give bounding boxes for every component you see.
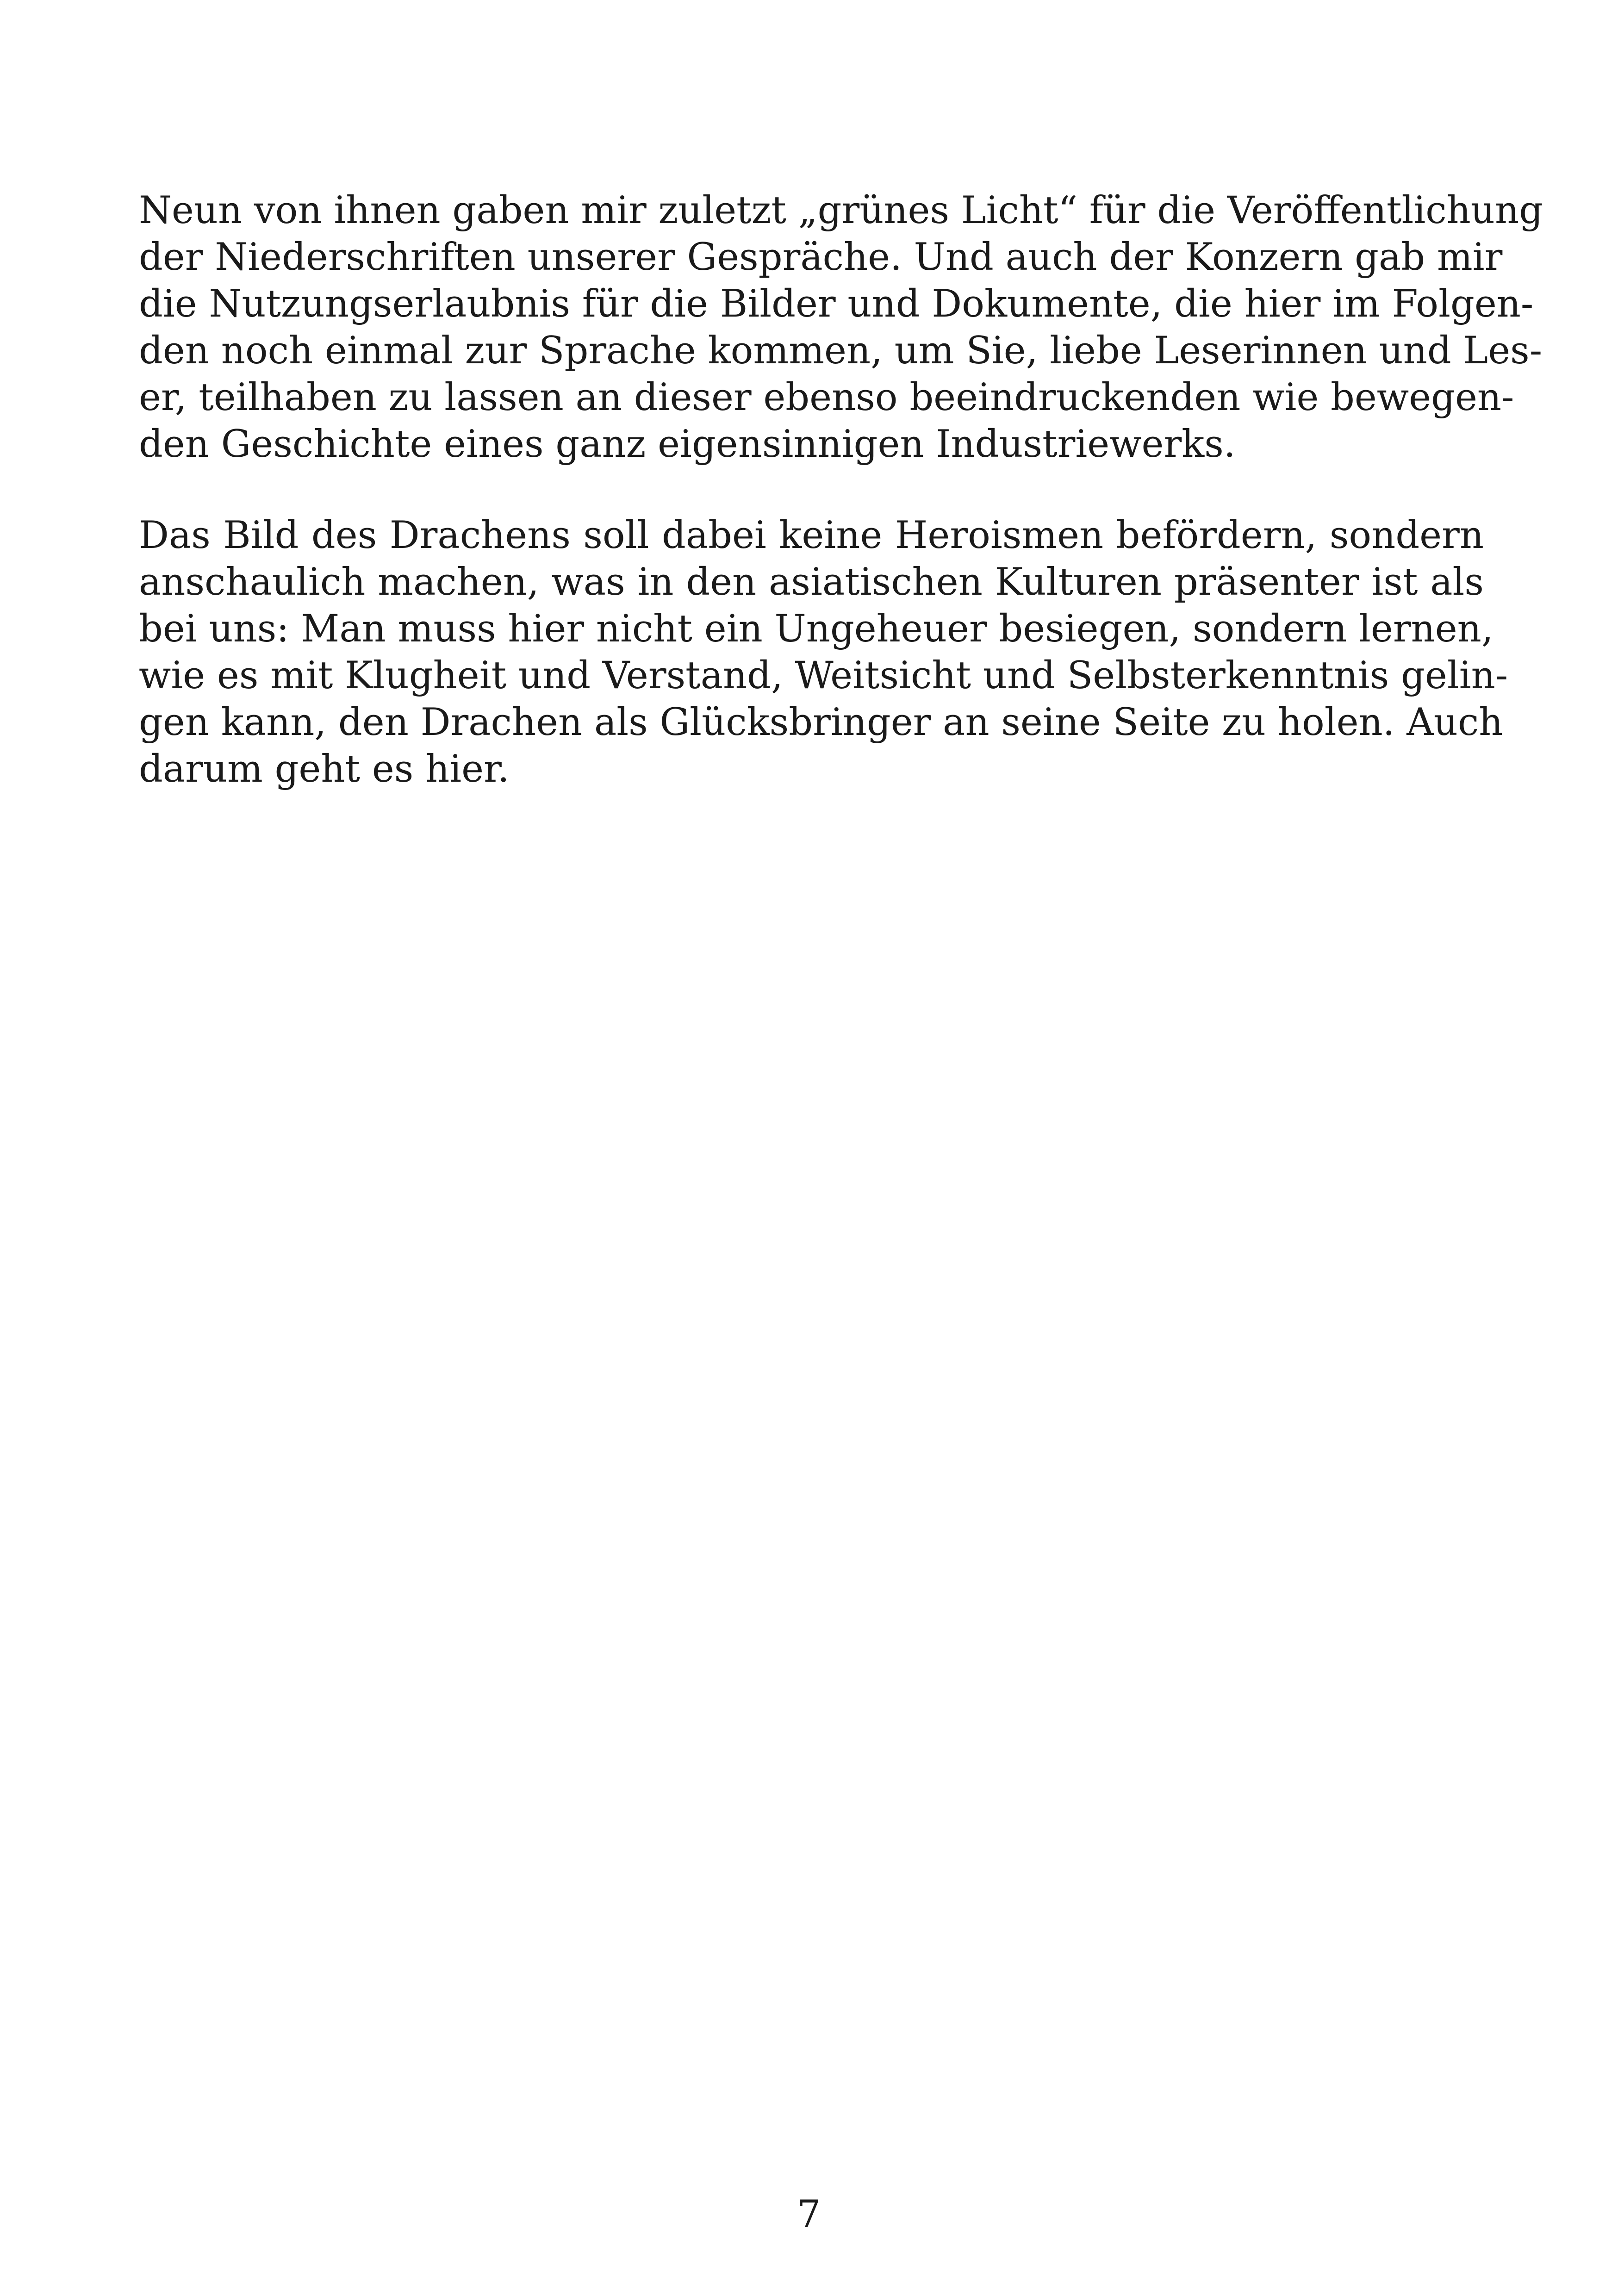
paragraph-2: [139, 512, 1508, 793]
paragraph-1-line-2: der Niederschriften unserer Gespräche. Und auch der Konzern gab mir: [139, 236, 1503, 279]
paragraph-2-line-5: gen kann, den Drachen als Glücksbringer an seine Seite zu holen. Auch: [139, 701, 1503, 744]
paragraph-2-line-3: bei uns: Man muss hier nicht ein Ungeheuer besiegen, sondern lernen,: [139, 607, 1494, 651]
paragraph-2-line-1: Das Bild des Drachens soll dabei keine Heroismen befördern, sondern: [139, 514, 1484, 557]
paragraph-1-line-4: den noch einmal zur Sprache kommen, um Sie, liebe Leserinnen und Les-: [139, 329, 1543, 373]
paragraph-2-line-2: anschaulich machen, was in den asiatischen Kulturen präsenter ist als: [139, 560, 1484, 604]
page-number: 7: [797, 2193, 821, 2236]
paragraph-1-line-6: den Geschichte eines ganz eigensinnigen Industriewerks.: [139, 423, 1236, 466]
paragraph-2-line-6: darum geht es hier.: [139, 747, 510, 791]
paragraph-1-line-1: Neun von ihnen gaben mir zuletzt „grünes Licht“ für die Veröffentlichung: [139, 189, 1543, 232]
paragraph-1-line-3: die Nutzungserlaubnis für die Bilder und Dokumente, die hier im Folgen-: [139, 282, 1534, 326]
paragraph-1-line-5: er, teilhaben zu lassen an dieser ebenso beeindruckenden wie bewegen-: [139, 376, 1514, 419]
paragraph-2-line-4: wie es mit Klugheit und Verstand, Weitsicht und Selbsterkenntnis gelin-: [139, 654, 1508, 697]
paragraph-1: [139, 187, 1543, 468]
